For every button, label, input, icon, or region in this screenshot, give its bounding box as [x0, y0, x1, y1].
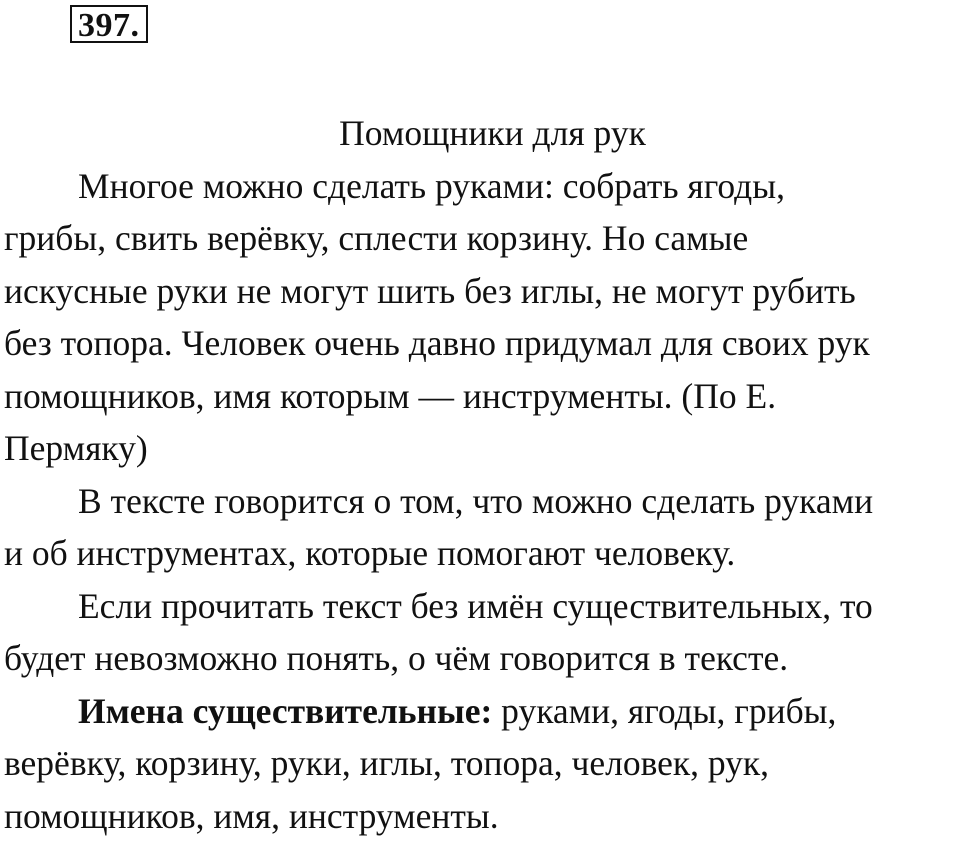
answer-paragraph — [4, 685, 959, 842]
text-line: будет невозможно понять, о чём говорится в тексте. — [4, 632, 959, 685]
answer-label: Имена существительные: — [78, 691, 492, 731]
text-line: помощников, имя которым — инструменты. (По Е. — [4, 370, 959, 423]
paragraph-2 — [4, 475, 959, 580]
text-line: верёвку, корзину, руки, иглы, топора, человек, рук, — [4, 737, 959, 790]
text-line: грибы, свить верёвку, сплести корзину. Но самые — [4, 212, 959, 265]
text-line: Если прочитать текст без имён существительных, то — [4, 580, 959, 633]
text-line: Многое можно сделать руками: собрать ягоды, — [4, 160, 959, 213]
text-line: Пермяку) — [4, 422, 959, 475]
text-line: В тексте говорится о том, что можно сделать руками — [4, 475, 959, 528]
text-line: и об инструментах, которые помогают человеку. — [4, 527, 959, 580]
text-title: Помощники для рук — [4, 107, 959, 160]
text-body — [4, 107, 959, 842]
answer-first-line — [4, 685, 959, 738]
answer-list-start: руками, ягоды, грибы, — [492, 691, 836, 731]
paragraph-1 — [4, 160, 959, 475]
exercise-number: 397. — [70, 5, 148, 43]
text-line: искусные руки не могут шить без иглы, не могут рубить — [4, 265, 959, 318]
text-line: без топора. Человек очень давно придумал для своих рук — [4, 317, 959, 370]
paragraph-3 — [4, 580, 959, 685]
text-line: помощников, имя, инструменты. — [4, 790, 959, 842]
